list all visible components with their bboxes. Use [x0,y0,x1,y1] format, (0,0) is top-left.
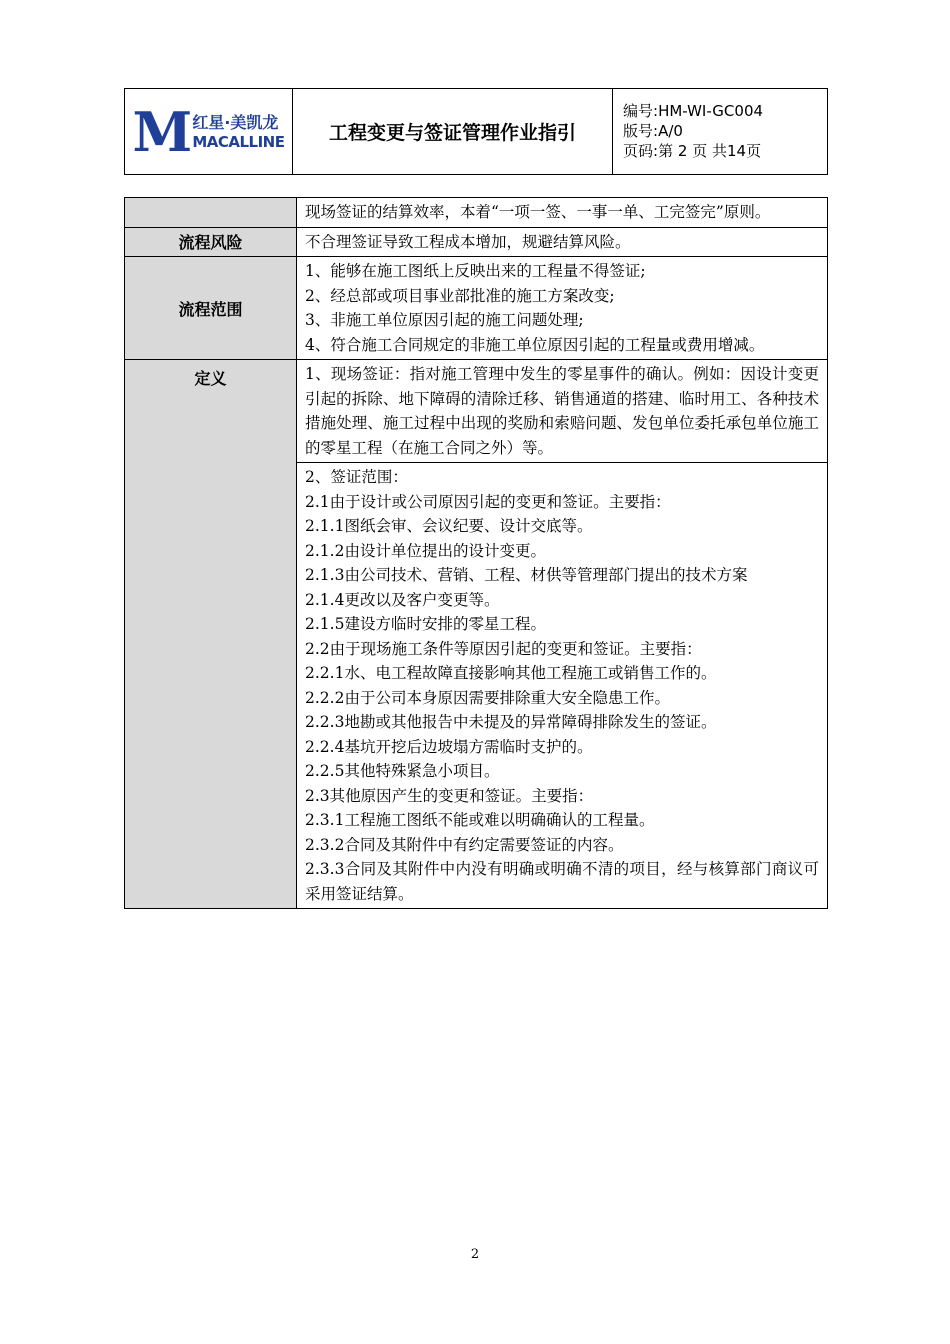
logo-m-letter: M [132,99,191,164]
document-header [124,88,828,175]
list-item: 2、经总部或项目事业部批准的施工方案改变; [305,286,615,305]
row-label-risk: 流程风险 [125,227,297,257]
company-logo [132,99,285,164]
page-current: 2 [677,142,688,160]
row-scope [125,257,828,360]
row-definition-1 [125,360,828,463]
list-item: 2.1.4更改以及客户变更等。 [305,590,500,609]
page-number-footer: 2 [470,1247,480,1262]
logo-cell [125,89,293,174]
list-item: 2.1.2由设计单位提出的设计变更。 [305,541,546,560]
list-item: 2.2.4基坑开挖后边坡塌方需临时支护的。 [305,737,593,756]
list-item: 2.2.3地勘或其他报告中未提及的异常障碍排除发生的签证。 [305,713,717,731]
doc-number-line: 编号:HM-WI-GC004 [623,102,764,120]
list-item: 2.2由于现场施工条件等原因引起的变更和签证。主要指： [305,639,702,658]
row-risk [125,227,828,257]
version-line: 版号:A/0 [623,122,683,140]
list-item: 3、非施工单位原因引起的施工问题处理; [305,311,584,329]
row-intro [125,198,828,228]
list-item: 4、符合施工合同规定的非施工单位原因引起的工程量或费用增减。 [305,335,765,354]
version-number: A/0 [658,122,683,140]
page-total: 14 [727,142,747,160]
content-table [124,197,828,909]
row-text-definition-2 [297,463,828,909]
row-label-definition: 定义 [125,360,297,909]
document-title: 工程变更与签证管理作业指引 [293,89,613,174]
row-label-scope: 流程范围 [125,257,297,360]
list-item: 2.3.2合同及其附件中有约定需要签证的内容。 [305,835,624,854]
list-item: 2.2.1水、电工程故障直接影响其他工程施工或销售工作的。 [305,664,717,682]
list-item: 2.1.3由公司技术、营销、工程、材供等管理部门提出的技术方案 [305,566,748,584]
page-line: 页码:第 2 页 共14页 [623,142,762,160]
list-item: 2.1.1图纸会审、会议纪要、设计交底等。 [305,517,593,535]
list-item: 2.3其他原因产生的变更和签证。主要指： [305,786,594,805]
list-item: 2.1由于设计或公司原因引起的变更和签证。主要指： [305,492,671,511]
row-text-scope [297,257,828,360]
list-item: 2.2.2由于公司本身原因需要排除重大安全隐患工作。 [305,688,670,707]
intro-text: 现场签证的结算效率，本着“一项一签、一事一单、工完签完”原则。 [305,203,771,221]
list-item: 2、签证范围： [305,468,408,486]
document-meta [613,89,827,174]
list-item: 1、能够在施工图纸上反映出来的工程量不得签证; [305,262,646,280]
definition-paragraph: 1、现场签证：指对施工管理中发生的零星事件的确认。例如：因设计变更引起的拆除、地下障碍的清除迁移、销售通道的搭建、临时用工、各种技术措施处理、施工过程中出现的奖励和索赔问题、发包单位委托承包单位施工的零星工程（在施工合同之外）等。 [305,365,819,457]
logo-chinese-name: 红星·美凯龙 [192,112,279,132]
list-item: 2.1.5建设方临时安排的零星工程。 [305,615,546,633]
list-item: 2.3.1工程施工图纸不能或难以明确确认的工程量。 [305,811,655,829]
row-text-intro [297,198,828,228]
row-text-definition-1 [297,360,828,463]
row-label-intro [125,198,297,228]
row-text-risk: 不合理签证导致工程成本增加，规避结算风险。 [297,227,828,257]
list-item: 2.2.5其他特殊紧急小项目。 [305,762,500,780]
logo-english-name: MACALLINE [192,132,285,151]
list-item: 2.3.3合同及其附件中内没有明确或明确不清的项目，经与核算部门商议可采用签证结算。 [305,860,819,903]
doc-number: HM-WI-GC004 [658,102,764,120]
